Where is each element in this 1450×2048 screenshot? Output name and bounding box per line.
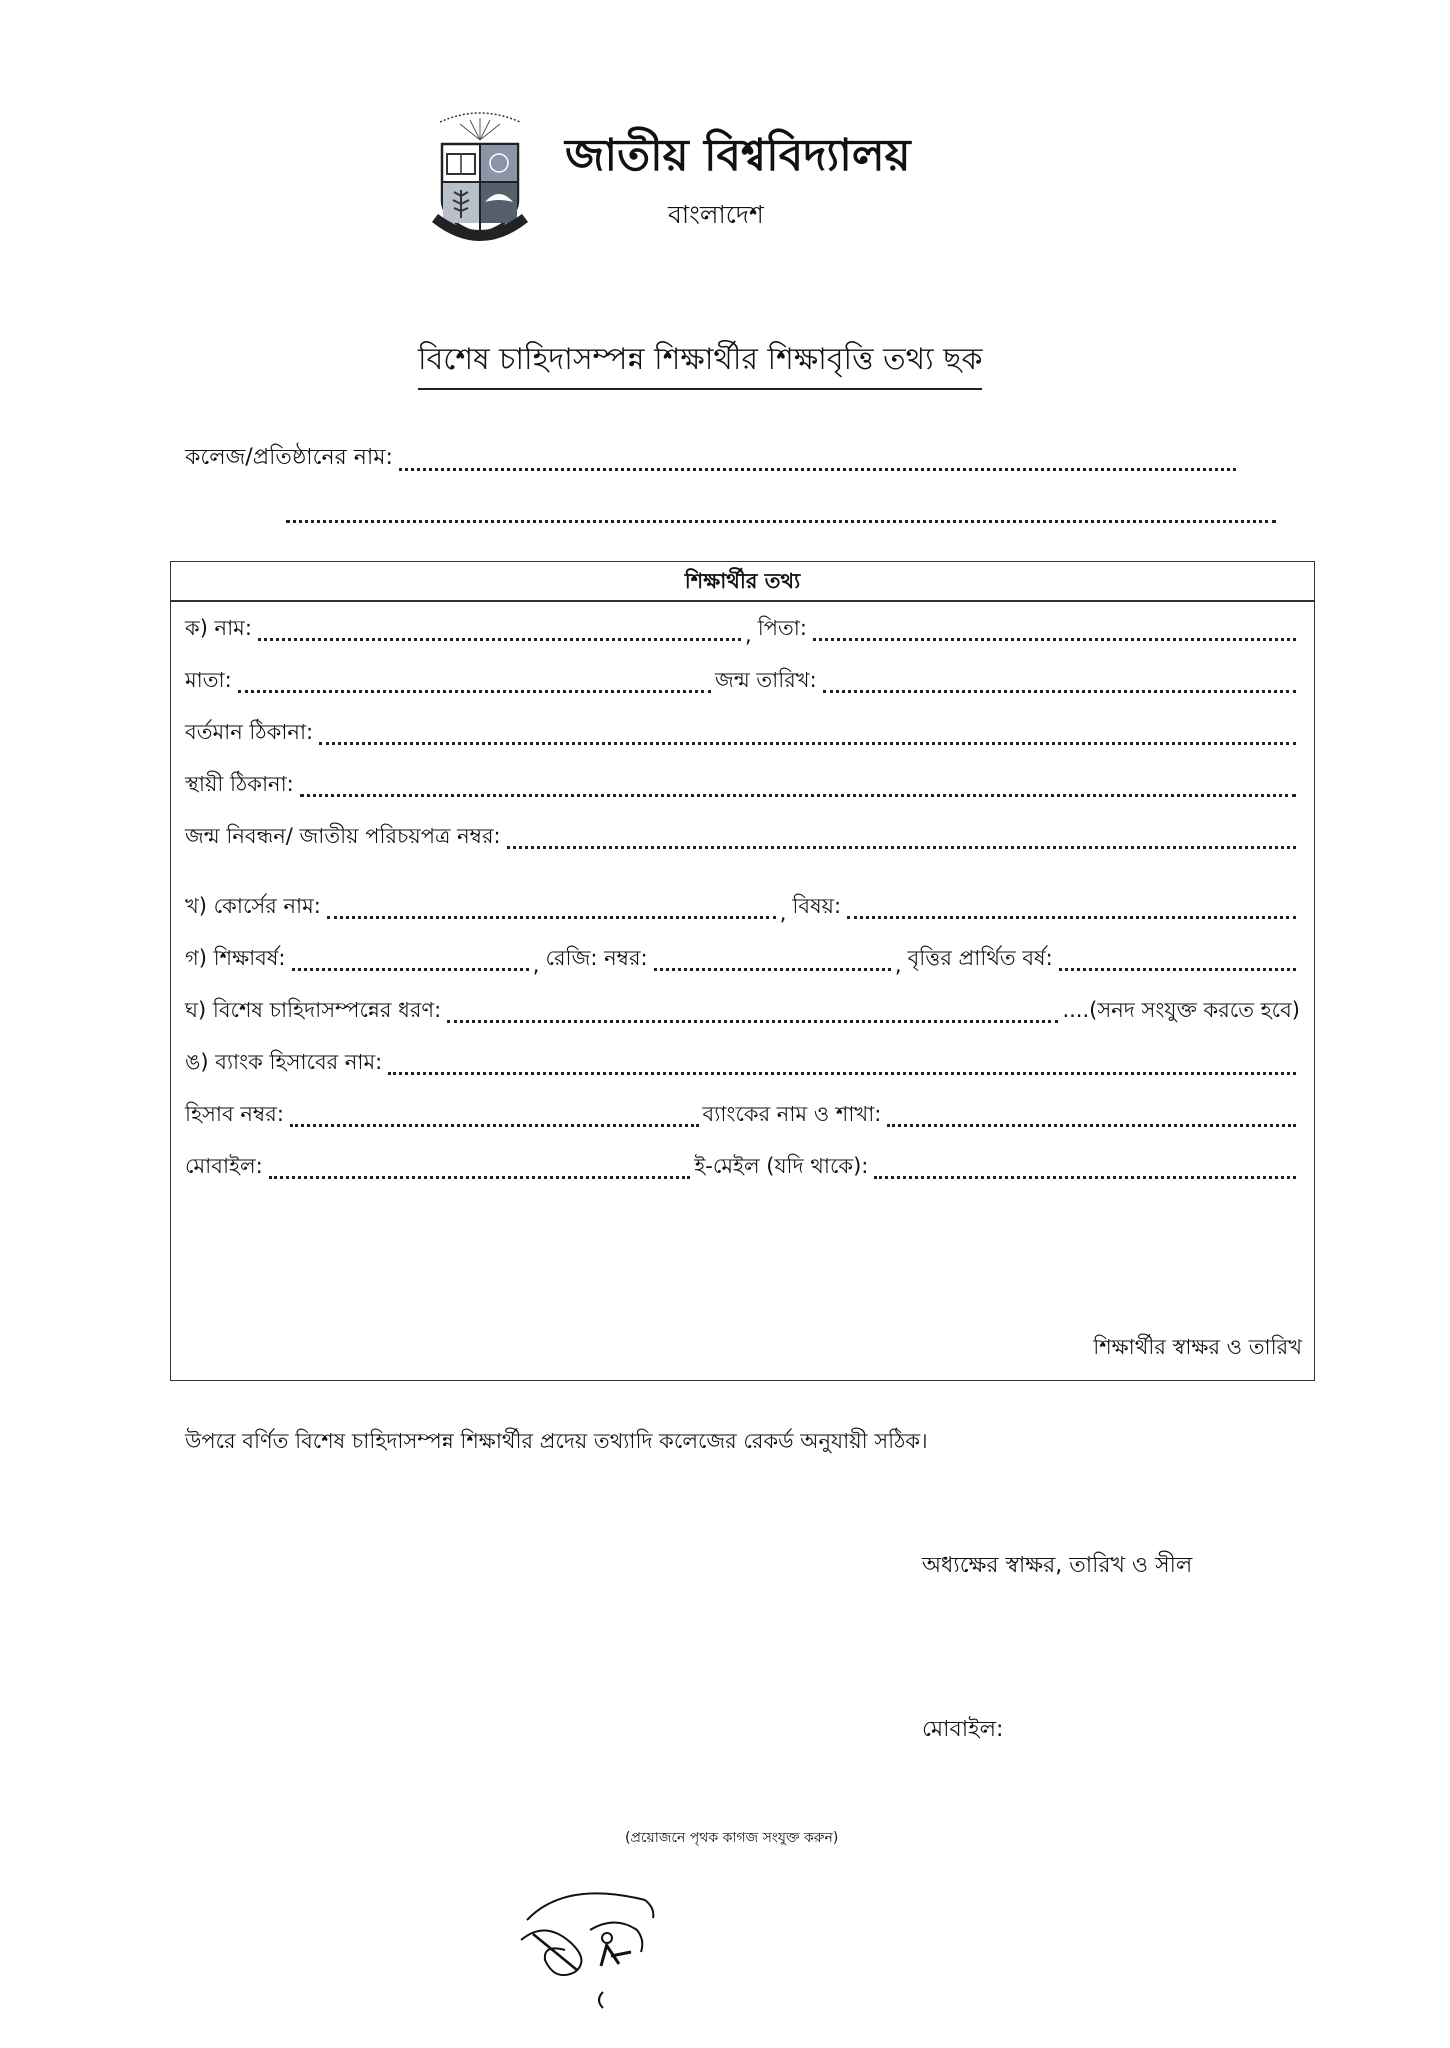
field-input[interactable] <box>823 689 1296 693</box>
student-info-box <box>170 561 1315 1381</box>
student-info-row <box>185 820 1300 855</box>
field-input[interactable] <box>238 689 711 693</box>
field-input[interactable] <box>269 1175 691 1179</box>
field-separator: , <box>532 953 540 977</box>
student-info-row <box>185 664 1300 699</box>
college-name-field-continued[interactable] <box>286 519 1276 523</box>
field-label: ঙ) ব্যাংক হিসাবের নাম: <box>185 1050 383 1074</box>
field-separator: , <box>745 623 752 647</box>
attachment-note: (প্রয়োজনে পৃথক কাগজ সংযুক্ত করুন) <box>625 1830 839 1846</box>
field-input[interactable] <box>388 1071 1296 1075</box>
college-name-field[interactable] <box>399 467 1236 471</box>
university-country: বাংলাদেশ <box>668 200 764 229</box>
field-label: পিতা: <box>757 616 807 640</box>
field-input[interactable] <box>654 967 891 971</box>
handwritten-signature <box>515 1860 685 2020</box>
student-signature-label: শিক্ষার্থীর স্বাক্ষর ও তারিখ <box>1093 1335 1302 1359</box>
field-label: বিষয়: <box>792 894 842 918</box>
field-suffix-note: ....(সনদ সংযুক্ত করতে হবে) <box>1062 998 1300 1022</box>
student-info-row <box>185 942 1300 977</box>
field-label: খ) কোর্সের নাম: <box>185 894 321 918</box>
field-label: ক) নাম: <box>185 616 252 640</box>
field-input[interactable] <box>874 1175 1296 1179</box>
field-input[interactable] <box>300 793 1296 797</box>
field-label: বৃত্তির প্রার্থিত বর্ষ: <box>907 946 1053 970</box>
field-input[interactable] <box>290 1123 699 1127</box>
form-title: বিশেষ চাহিদাসম্পন্ন শিক্ষার্থীর শিক্ষাবৃত্তি তথ্য ছক <box>418 335 982 390</box>
certification-text: উপরে বর্ণিত বিশেষ চাহিদাসম্পন্ন শিক্ষার্থীর প্রদেয় তথ্যাদি কলেজের রেকর্ড অনুযায়ী সঠিক। <box>185 1429 928 1453</box>
field-input[interactable] <box>813 637 1296 641</box>
field-input[interactable] <box>1059 967 1296 971</box>
field-input[interactable] <box>327 915 776 919</box>
field-input[interactable] <box>292 967 529 971</box>
student-info-row <box>185 768 1300 803</box>
field-label: ব্যাংকের নাম ও শাখা: <box>702 1102 882 1126</box>
field-label: মোবাইল: <box>185 1154 263 1178</box>
field-label: ই-মেইল (যদি থাকে): <box>694 1154 869 1178</box>
student-info-row <box>185 716 1300 751</box>
university-name: জাতীয় বিশ্ববিদ্যালয় <box>565 130 911 181</box>
field-input[interactable] <box>887 1123 1296 1127</box>
principal-mobile-label: মোবাইল: <box>922 1717 1004 1742</box>
student-info-heading: শিক্ষার্থীর তথ্য <box>171 562 1314 602</box>
field-label: রেজি: নম্বর: <box>545 946 648 970</box>
college-name-label: কলেজ/প্রতিষ্ঠানের নাম: <box>185 445 393 470</box>
student-info-row <box>185 994 1300 1029</box>
field-separator: , <box>894 953 902 977</box>
college-name-row-continued <box>280 505 1280 529</box>
field-label: হিসাব নম্বর: <box>185 1102 284 1126</box>
field-input[interactable] <box>847 915 1296 919</box>
student-info-row <box>185 1046 1300 1081</box>
college-name-row <box>185 440 1240 477</box>
field-input[interactable] <box>507 845 1296 849</box>
principal-signature-label: অধ্যক্ষের স্বাক্ষর, তারিখ ও সীল <box>922 1553 1193 1578</box>
field-label: ঘ) বিশেষ চাহিদাসম্পন্নের ধরণ: <box>185 998 442 1022</box>
field-label: মাতা: <box>185 668 232 692</box>
field-input[interactable] <box>258 637 741 641</box>
student-info-row <box>185 890 1300 925</box>
student-info-row <box>185 1150 1300 1185</box>
field-input[interactable] <box>447 1019 1058 1023</box>
field-separator: , <box>779 901 787 925</box>
student-info-row <box>185 612 1300 647</box>
university-logo <box>430 110 530 245</box>
field-input[interactable] <box>319 741 1296 745</box>
field-label: স্থায়ী ঠিকানা: <box>185 772 294 796</box>
field-label: জন্ম তারিখ: <box>715 668 817 692</box>
field-label: জন্ম নিবন্ধন/ জাতীয় পরিচয়পত্র নম্বর: <box>185 824 501 848</box>
student-info-row <box>185 1098 1300 1133</box>
field-label: গ) শিক্ষাবর্ষ: <box>185 946 286 970</box>
field-label: বর্তমান ঠিকানা: <box>185 720 314 744</box>
